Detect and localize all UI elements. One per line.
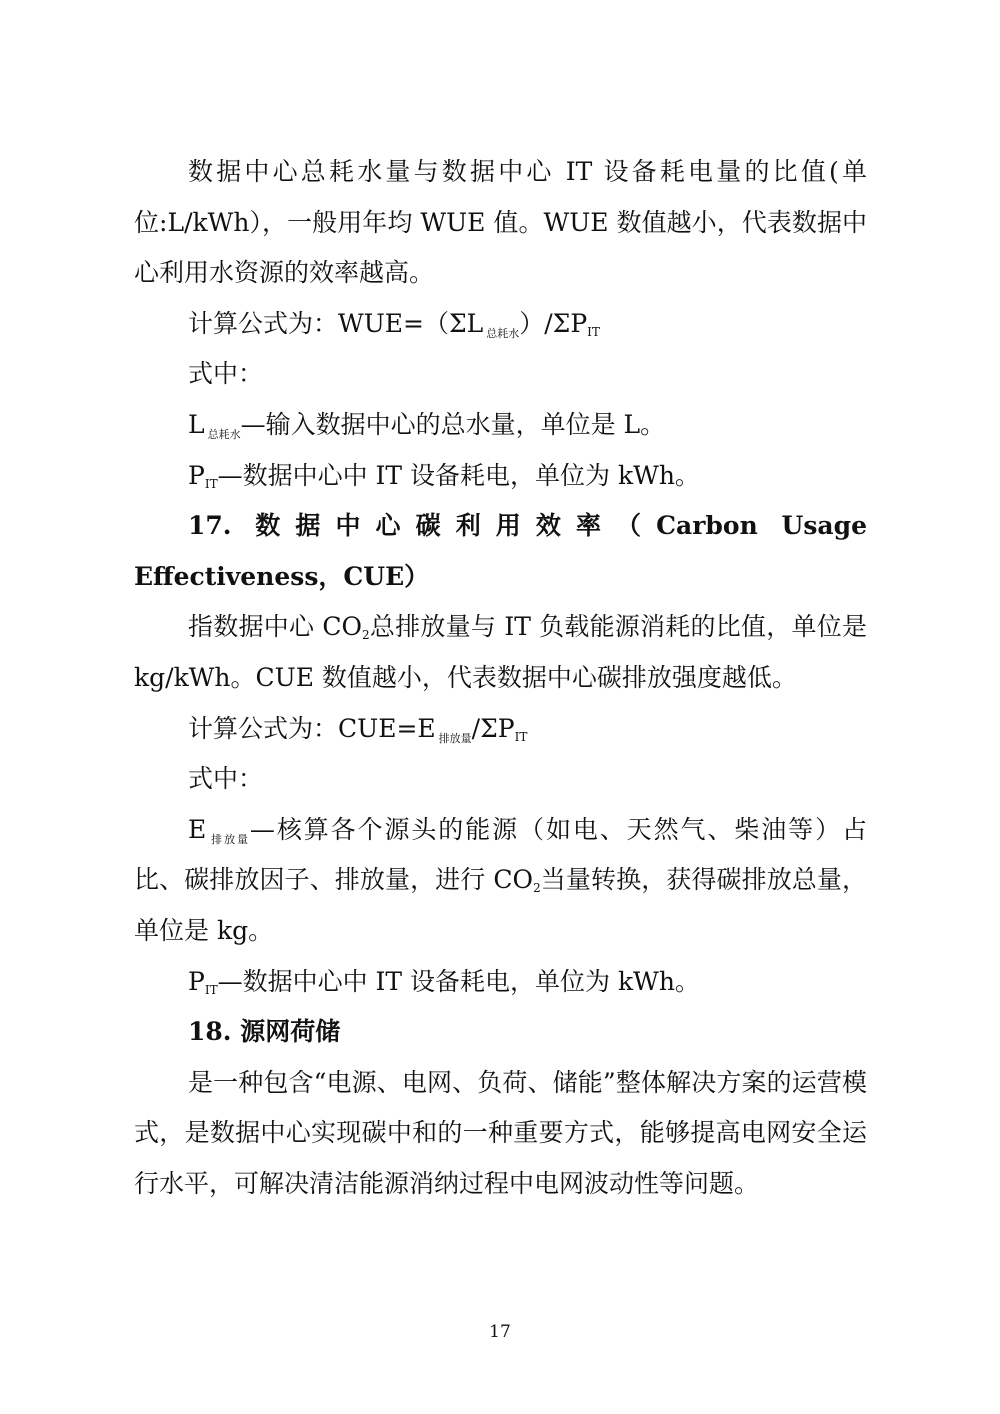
section-heading-17: 17. 数据中心碳利用效率（Carbon Usage Effectiveness，CUE） — [134, 511, 867, 591]
wue-definition-paragraph — [134, 147, 867, 299]
p2-variable: P — [188, 966, 205, 996]
e-variable-description-part2: 当量转换，获得碳排放总量，单位是 kg。 — [134, 865, 867, 945]
e-variable-description-part1: —核算各个源头的能源（如电、天然气、柴油等）占比、碳排放因子、排放量，进行 CO — [134, 814, 867, 895]
cue-definition-subscript: 2 — [362, 628, 370, 643]
p2-variable-definition — [134, 957, 867, 1008]
wue-formula — [134, 299, 867, 350]
e-variable-subscript: 排放量 — [209, 832, 250, 846]
wue-formula-middle: ）/ΣP — [519, 308, 588, 338]
page-content — [134, 147, 867, 1209]
p-variable-description: —数据中心中 IT 设备耗电，单位为 kWh。 — [217, 460, 700, 490]
cue-definition-part1: 指数据中心 CO — [188, 612, 363, 642]
p2-variable-description: —数据中心中 IT 设备耗电，单位为 kWh。 — [217, 966, 700, 996]
cue-formula-middle: /ΣP — [471, 713, 515, 743]
section-heading-18: 18. 源网荷储 — [188, 1017, 341, 1047]
p-variable: P — [188, 460, 205, 490]
p-variable-subscript: IT — [204, 476, 218, 491]
e-variable-definition — [134, 805, 867, 957]
p-variable-definition — [134, 451, 867, 502]
e-variable: E — [188, 814, 207, 844]
cue-formula — [134, 704, 867, 755]
cue-formula-prefix: 计算公式为：CUE=E — [188, 713, 436, 743]
page-number: 17 — [489, 1322, 511, 1342]
l-variable-subscript: 总耗水 — [207, 427, 241, 441]
wue-formula-subscript: 总耗水 — [486, 326, 520, 340]
cue-definition-paragraph — [134, 602, 867, 703]
wue-definition-line1: 数据中心总耗水量与数据中心 IT 设备耗电量的比值(单位: — [134, 157, 867, 237]
grid-definition-paragraph: 是一种包含“电源、电网、负荷、储能”整体解决方案的运营模式，是数据中心实现碳中和的一种重要方式，能够提高电网安全运行水平，可解决清洁能源消纳过程中电网波动性等问题。 — [134, 1067, 867, 1198]
wue-definition-line2: L/kWh），一般用年均 WUE 值。WUE 数值越小，代表数据中心利用水资源的效率越高。 — [134, 207, 867, 288]
p2-variable-subscript: IT — [204, 982, 218, 997]
where-label-1: 式中： — [188, 359, 264, 389]
wue-formula-subscript-it: IT — [587, 324, 600, 339]
cue-formula-subscript-it: IT — [514, 729, 528, 744]
l-variable-definition — [134, 400, 867, 451]
wue-formula-prefix: 计算公式为：WUE=（ΣL — [188, 308, 484, 338]
cue-definition-part2: 总排放量与 IT 负载能源消耗的比值，单位是 kg/kWh。CUE 数值越小，代表数据中心碳排放强度越低。 — [134, 612, 868, 692]
l-variable-description: —输入数据中心的总水量，单位是 L。 — [240, 409, 666, 439]
where-label-2: 式中： — [188, 764, 264, 794]
l-variable: L — [188, 409, 205, 439]
cue-formula-subscript: 排放量 — [438, 731, 472, 745]
e-variable-co2-subscript: 2 — [533, 881, 541, 896]
